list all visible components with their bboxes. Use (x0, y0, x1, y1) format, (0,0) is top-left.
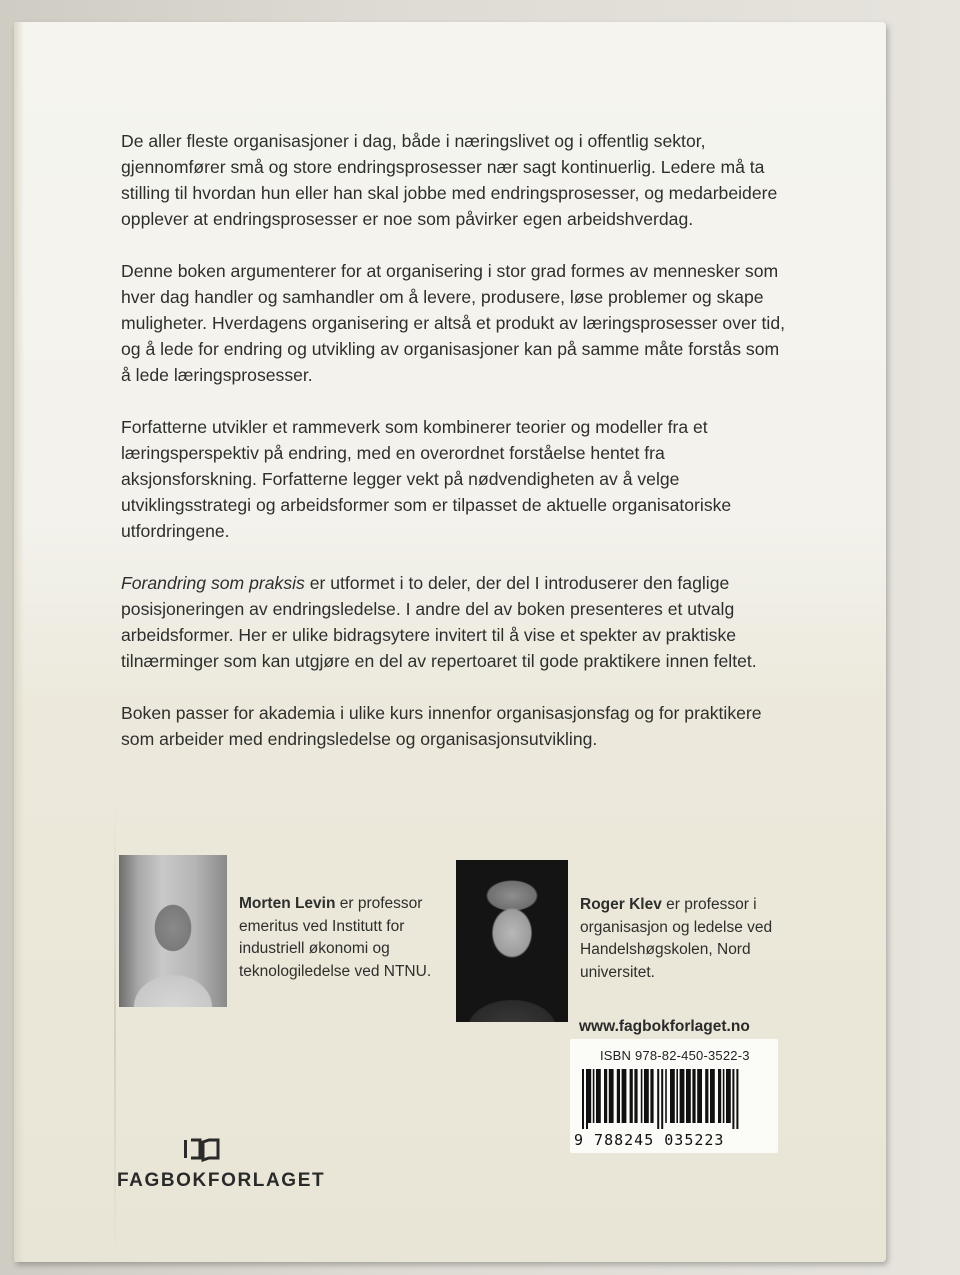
blurb-paragraph-4-rest: er utformet i to deler, der del I introduserer den faglige posisjoneringen av endringsledelse. I andre del av boken presenteres et utvalg arbeidsformer. Her er ulike bidragsytere invitert til å vise et spekter av praktiske tilnærminger som kan utgjøre en del av repertoaret til gode praktikere innen feltet. (121, 573, 757, 671)
author-bio-levin (239, 893, 449, 983)
blurb-text (121, 128, 791, 778)
author-bio-text-klev: er professor i organisasjon og ledelse ved Handelshøgskolen, Nord universitet. (580, 896, 773, 981)
author-photo-levin (119, 855, 227, 1007)
barcode-bar (726, 1069, 731, 1123)
barcode-bar (630, 1069, 633, 1123)
barcode-bar (710, 1069, 715, 1123)
blurb-paragraph-3: Forfatterne utvikler et rammeverk som kombinerer teorier og modeller fra et læringsperspektiv på endring, med en overordnet forståelse hentet fra aksjonsforskning. Forfatterne legger vekt på nødvendigheten av å velge utviklingsstrategi og arbeidsformer som er tilpasset de aktuelle organisatoriske utfordringene. (121, 417, 732, 541)
barcode-bar (723, 1069, 725, 1123)
barcode-bar (622, 1069, 627, 1123)
barcode-bar (609, 1069, 614, 1123)
barcode-bar (634, 1069, 637, 1123)
barcode-bar (732, 1069, 734, 1129)
barcode-bar (692, 1069, 695, 1123)
barcode-bar (665, 1069, 667, 1123)
barcode-bar (588, 1069, 591, 1123)
publisher-website: www.fagbokforlaget.no (579, 1018, 750, 1035)
barcode-bar (657, 1069, 659, 1129)
barcode-bar (644, 1069, 649, 1123)
book-back-cover (14, 22, 886, 1262)
barcode-bar (593, 1069, 595, 1123)
spine-edge (14, 22, 24, 1262)
author-morten-levin (119, 855, 449, 1007)
barcode-bar (670, 1069, 675, 1123)
publisher-name: FAGBOKFORLAGET (117, 1170, 326, 1191)
barcode-bar (705, 1069, 708, 1123)
barcode-bar (676, 1069, 678, 1123)
author-roger-klev (456, 860, 790, 1022)
book-title-italic: Forandring som praksis (121, 573, 305, 593)
author-bio-klev (580, 894, 790, 984)
barcode-bar (617, 1069, 620, 1123)
ean-digits: 9 788245 035223 (574, 1131, 725, 1149)
fagbokforlaget-book-logo-icon (182, 1136, 222, 1162)
barcode-bar (686, 1069, 691, 1123)
isbn-barcode-label (570, 1039, 778, 1153)
isbn-number: ISBN 978-82-450-3522-3 (600, 1048, 750, 1063)
blurb-paragraph-4 (121, 570, 791, 674)
author-name-levin: Morten Levin (239, 895, 336, 912)
barcode-bar (650, 1069, 653, 1123)
blurb-paragraph-2: Denne boken argumenterer for at organisering i stor grad formes av mennesker som hver dag handler og samhandler om å levere, produsere, løse problemer og skape muligheter. Hverdagens organisering er altså et produkt av læringsprosesser over tid, og å lede for endring og utvikling av organisasjoner kan på samme måte forstås som å lede læringsprosesser. (121, 261, 786, 385)
barcode-bar (718, 1069, 721, 1123)
barcode-bar (586, 1069, 588, 1129)
barcode-bar (680, 1069, 685, 1123)
blurb-paragraph-1: De aller fleste organisasjoner i dag, både i næringslivet og i offentlig sektor, gjennomfører små og store endringsprosesser nær sagt kontinuerlig. Ledere må ta stilling til hvordan hun eller han skal jobbe med endringsprosesser, og medarbeidere opplever at endringsprosesser er noe som påvirker egen arbeidshverdag. (121, 131, 778, 229)
barcode-bar (641, 1069, 643, 1123)
barcode-bar (596, 1069, 601, 1123)
blurb-paragraph-5: Boken passer for akademia i ulike kurs innenfor organisasjonsfag og for praktikere som arbeider med endringsledelse og organisasjonsutvikling. (121, 703, 762, 749)
barcode-bar (604, 1069, 607, 1123)
author-bio-text-levin: er professor emeritus ved Institutt for industriell økonomi og teknologiledelse ved NTNU. (239, 895, 432, 980)
barcode-bar (661, 1069, 663, 1129)
barcode-bar (582, 1069, 584, 1129)
barcode-bar (697, 1069, 702, 1123)
author-name-klev: Roger Klev (580, 896, 662, 913)
author-photo-klev (456, 860, 568, 1022)
barcode-bar (736, 1069, 738, 1129)
cover-crease (114, 802, 116, 1262)
barcode-icon (574, 1069, 774, 1129)
